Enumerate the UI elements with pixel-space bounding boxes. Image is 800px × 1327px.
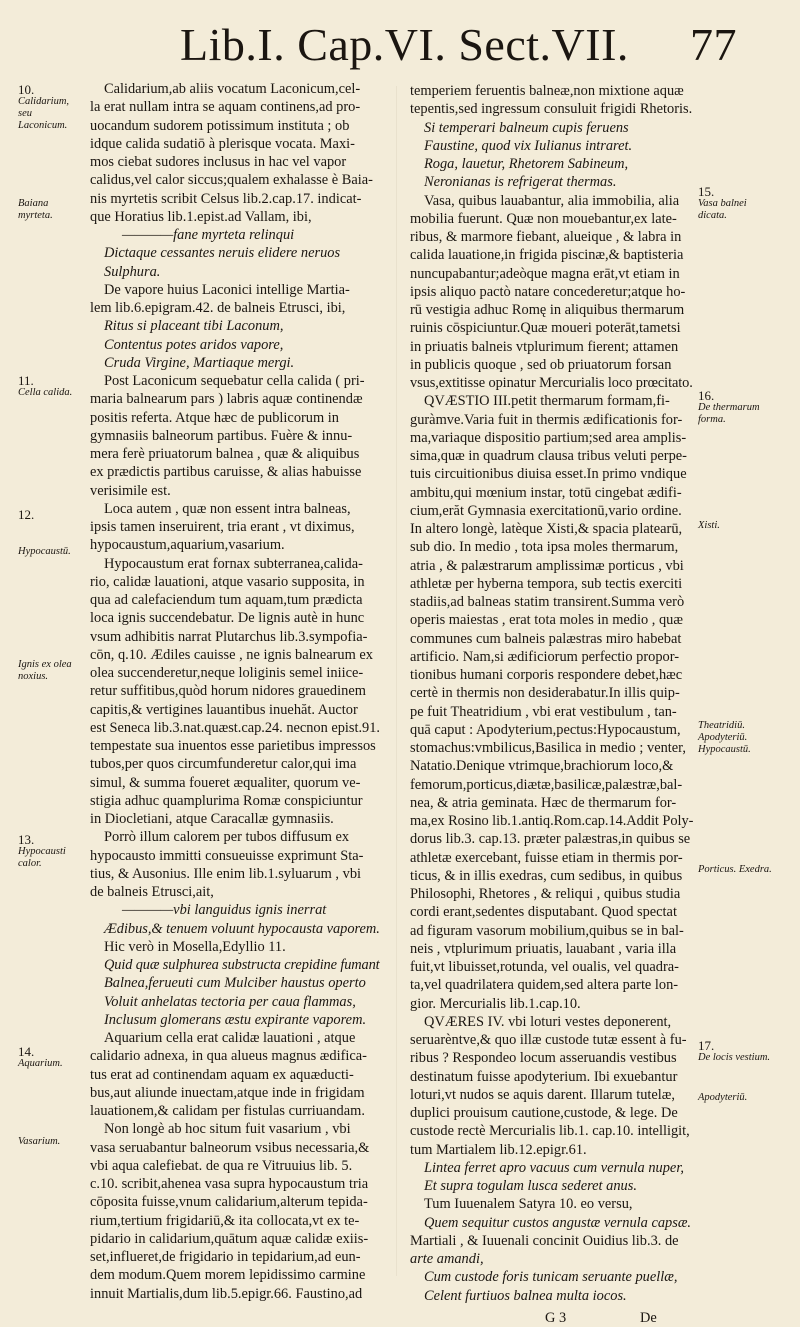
text-line: calida lauatione,in frigida piscinæ,& baptisteria — [410, 247, 684, 264]
text-line: Quem sequitur custos angustæ vernula capsæ. — [424, 1214, 692, 1231]
text-line: ribus ? Respondeo locum asseruandis vestibus — [410, 1050, 677, 1067]
text-line: Aquarium cella erat calidæ lauationi , atque — [104, 1030, 356, 1046]
text-line: Cum custode foris tunicam seruante puellæ, — [424, 1269, 678, 1286]
text-line: destinatum fuisse apodyterium. Ibi exuebantur — [410, 1068, 678, 1085]
text-line: Hypocaustum erat fornax subterranea,calida- — [104, 555, 363, 572]
text-line: fuit,vt libuisset,rotunda, vel oualis, vel quadra- — [410, 959, 679, 975]
margin-note-theatridium — [698, 720, 776, 756]
margin-text: Vasa balnei dicata. — [698, 198, 747, 221]
text-line: Et supra togulam lusca sederet anus. — [424, 1178, 637, 1194]
text-line: simul, & summa foueret æqualiter, quorum ve- — [90, 774, 361, 791]
text-line: Hic verò in Mosella,Edyllio 11. — [104, 938, 286, 955]
text-line: vasa seruabantur balneorum vsibus necessaria,& — [90, 1139, 370, 1156]
text-line: ex prædictis partibus caruisse, & alias habuisse — [90, 464, 362, 481]
margin-text: Aquarium. — [18, 1058, 63, 1069]
margin-text: Porticus. Exedra. — [698, 864, 772, 875]
text-line: cōposita fuisse,vnum calidarium,alterum tepida- — [90, 1194, 368, 1211]
text-line: hypocaustum,aquarium,vasarium. — [90, 537, 285, 554]
text-line: rio, calidæ lauationi, atque vasario supposita, in — [90, 573, 365, 590]
text-line: nis myrtetis scribit Celsus lib.2.cap.17. indicat- — [90, 190, 362, 207]
margin-text: Ignis ex olea noxius. — [18, 659, 72, 682]
text-line: ticus, & in illis exedras, cum sedibus, in quibus — [410, 867, 683, 884]
text-line: vbi aqua calefiebat. de qua re Vitruuius lib. 5. — [90, 1157, 353, 1174]
text-line: stomachus:vmbilicus,Basilica in medio ; venter, — [410, 740, 686, 756]
text-line: tius, & Ausonius. Ille enim lib.1.syluarum , vbi — [90, 865, 362, 882]
text-line: tempestate sua inuentos esse parietibus impressos — [90, 738, 376, 754]
text-line: tus erat ad continendam aquam ex aquæducti- — [90, 1066, 354, 1083]
text-line: la erat nullam intra se aquam continens,ad pro- — [90, 99, 361, 116]
margin-text: Hypocausti calor. — [18, 846, 66, 869]
text-line: ipsis aliquo pactò natare concederetur;atque ho- — [410, 283, 686, 300]
margin-note-17 — [698, 1040, 776, 1064]
margin-number: 17. — [698, 1038, 715, 1053]
text-line: set,influeret,de frigidario in tepidarium,ad eun- — [90, 1249, 361, 1265]
text-line: operis maiestas , erat tota moles in medio , quæ — [410, 612, 683, 629]
text-line: ambitu,qui mœnium instar, totū cingebat ædifi- — [410, 484, 682, 501]
text-line: temperiem feruentis balneæ,non mixtione aquæ — [410, 83, 684, 99]
text-line: dem modum.Quem morem lepidissimo carmine — [90, 1267, 366, 1284]
margin-note-ignis — [18, 659, 82, 683]
text-line: Vasa, quibus lauabantur, alia immobilia, alia — [424, 192, 680, 209]
text-line: quā caput : Apodyterium,pectus:Hypocaustum, — [410, 721, 681, 738]
text-line: Inclusum glomerans æstu expirante vaporem. — [104, 1011, 367, 1028]
text-line: loturi,vt nudos se aquis darent. Illarum tutelæ, — [410, 1086, 675, 1103]
text-line: Dictaque cessantes neruis elidere neruos — [104, 245, 341, 262]
margin-text: De thermarum forma. — [698, 402, 760, 425]
text-line: vsum adhibitis narrat Plutarchus lib.3.sympofia- — [90, 628, 368, 645]
text-line: neis , vtplurimum priuatis, lauabant , varia illa — [410, 940, 677, 957]
text-line: Faustine, quod vix Iulianus intraret. — [424, 137, 633, 154]
margin-text: Xisti. — [698, 520, 720, 531]
text-line: nuncupabantur;adeòque magna erāt,vt etiam in — [410, 265, 680, 282]
margin-note-11 — [18, 375, 82, 399]
text-line: ipsis tamen inseruirent, tria erant , vt diximus, — [90, 519, 355, 535]
text-line: loca ignis succendebatur. De lignis autè in hunc — [90, 610, 365, 627]
text-line: In altero longè, latèque Xisti,& spacia platearū, — [410, 521, 683, 537]
text-line: que Horatius lib.1.epist.ad Vallam, ibi, — [90, 208, 312, 225]
margin-text: De locis vestium. — [698, 1052, 771, 1063]
text-line: Balnea,ferueuti cum Mulciber haustus operto — [104, 975, 366, 992]
text-line: Cruda Virgine, Martiaque mergi. — [104, 354, 295, 371]
text-line: Natatio.Denique vtrimque,brachiorum loco,& — [410, 758, 674, 775]
margin-note-14 — [18, 1046, 82, 1070]
text-line: lauationem,& calidam per fistulas curriuandam. — [90, 1103, 365, 1119]
margin-number: 15. — [698, 184, 715, 199]
text-line: nea, & atria geminata. Hæc de thermarum for- — [410, 794, 677, 811]
margin-number: 10. — [18, 82, 35, 97]
gutter-shadow — [396, 86, 397, 1276]
text-line: Loca autem , quæ non essent intra balneas, — [104, 500, 351, 517]
text-line: maria balnearum pars ) labris aquæ continendæ — [90, 391, 363, 408]
text-line: custode rectè Mercurialis lib.1. cap.10. intelligit, — [410, 1123, 690, 1140]
margin-note-13 — [18, 834, 82, 870]
text-line: Contentus potes aridos vapore, — [104, 336, 284, 353]
text-line: tepentis,sed ingressum consuluit frigidi Rhetoris. — [410, 101, 693, 118]
text-line: rū vestigia adhuc Romę in aliquibus thermarum — [410, 302, 685, 318]
text-line: Voluit anhelatas tectoria per caua flammas, — [104, 993, 356, 1010]
margin-text: Calidarium, seu Laconicum. — [18, 96, 70, 131]
margin-number: 11. — [18, 373, 34, 388]
text-line: seruarèntve,& quo illæ custode tutæ essent à fu- — [410, 1032, 687, 1048]
margin-note-15 — [698, 186, 776, 222]
text-line: QVÆRES IV. vbi loturi vestes deponerent, — [424, 1013, 672, 1030]
text-line: duplici prouisum cautione,custode, & lege. De — [410, 1105, 678, 1121]
text-line: retur suffitibus,quòd horum nidores grauedinem — [90, 683, 366, 700]
text-line: ma,variaque dispositio partium;sed area amplis- — [410, 429, 687, 446]
text-line: gymnasiis balneorum partibus. Fuère & innu- — [90, 427, 353, 444]
left-text-column — [90, 80, 380, 1303]
text-line: c.10. scribit,ahenea vasa supra hypocaustum tria — [90, 1176, 369, 1192]
text-line: artificio. Nam,si ædificiorum perfectio propor- — [410, 648, 680, 665]
text-line: Tum Iuuenalem Satyra 10. eo versu, — [424, 1196, 633, 1213]
text-line: bus,aut aliunde inuectam,atque inde in frigidam — [90, 1084, 365, 1101]
header-title: Lib.I. Cap.VI. Sect.VII. — [180, 19, 629, 70]
margin-note-vasarium — [18, 1136, 82, 1148]
text-line: De vapore huius Laconici intellige Martia- — [104, 281, 350, 298]
text-line: uocandum sudorem potissimum instituta ; ob — [90, 117, 350, 134]
margin-text: Cella calida. — [18, 387, 73, 398]
text-line: in priuatis balneis vtplurimum fierent; attamen — [410, 338, 679, 355]
text-line: Philosophi, Rhetores , & reliqui , quibus studia — [410, 886, 681, 902]
text-line: stigia adhuc quamplurima Romæ conspiciuntur — [90, 792, 363, 809]
text-line: QVÆSTIO III.petit thermarum formam,fi- — [424, 393, 670, 410]
right-text-column — [410, 82, 693, 1305]
text-line: in Diocletiani, atque Caracallæ gymnasiis. — [90, 811, 334, 827]
margin-text: Hypocaustū. — [18, 546, 71, 557]
text-line: cium,erăt Gymnasia exercitationū,vario ordine. — [410, 502, 682, 519]
text-line: Post Laconicum sequebatur cella calida ( pri- — [104, 373, 365, 389]
text-line: athletæ exercebant, fuisse etiam in thermis por- — [410, 849, 683, 866]
margin-text: Baiana myrteta. — [18, 198, 53, 221]
text-line: ma,ex Rosino lib.1.antiq.Rom.cap.14.Addit Poly- — [410, 813, 693, 829]
margin-text: Vasarium. — [18, 1136, 61, 1147]
text-line: lem lib.6.epigram.42. de balneis Etrusci, ibi, — [90, 300, 346, 316]
text-line: mos ciebat sudores inclusus in hac vel vapor — [90, 154, 347, 170]
text-line: Roga, lauetur, Rhetorem Sabineum, — [424, 156, 629, 172]
text-line: femorum,porticus,diætæ,basilicæ,palæstræ,bal- — [410, 776, 683, 793]
margin-note-apodyterium — [698, 1092, 776, 1104]
text-line: pe fuit Theatridium , vbi erat vestibulum , tan- — [410, 703, 677, 720]
page-number: 77 — [690, 19, 737, 70]
text-line: Martiali , & Iuuenali concinit Ouidius lib.3. de — [410, 1232, 679, 1249]
catchword: De — [640, 1310, 657, 1326]
text-line: tuis circuitionibus diuisa esset.In primo vndique — [410, 466, 687, 483]
signature-mark: G 3 — [545, 1310, 567, 1326]
margin-note-12 — [18, 509, 82, 521]
text-line: communes cum balneis palæstras miro habebat — [410, 630, 682, 647]
margin-text: Apodyteriū. — [698, 1092, 748, 1103]
margin-number: 13. — [18, 832, 35, 847]
text-line: est Seneca lib.3.nat.quæst.cap.24. necnon epist.91. — [90, 719, 380, 736]
text-line: Calidarium,ab aliis vocatum Laconicum,cel- — [104, 81, 361, 97]
text-line: ruinis cōspiciuntur.Quæ moueri poterāt,tametsi — [410, 320, 681, 337]
text-line: verisimile est. — [90, 482, 171, 499]
margin-number: 16. — [698, 388, 715, 403]
text-line: sima,quæ in quadrum clausa tribus veluti perpe- — [410, 448, 687, 464]
text-line: positis referta. Atque hæc de publicorum in — [90, 409, 339, 426]
text-line: Si temperari balneum cupis feruens — [424, 119, 629, 136]
text-line: pidario in calidarium,quātum aquæ calidæ exiis- — [90, 1230, 369, 1247]
margin-number: 12. — [18, 507, 35, 522]
text-line: qua ad calefaciendum tum aquam,tum prædicta — [90, 592, 363, 608]
text-line: Ritus si placeant tibi Laconum, — [104, 318, 284, 335]
text-line: cordi erant,sedentes disputabant. Quod spectat — [410, 904, 677, 921]
text-line: ————fane myrteta relinqui — [122, 227, 295, 243]
text-line: gior. Mercurialis lib.1.cap.10. — [410, 995, 581, 1012]
text-line: de balneis Etrusci,ait, — [90, 884, 214, 900]
text-line: Celent furtiuos balnea multa iocos. — [424, 1287, 627, 1304]
text-line: in publicis quoque , sed ob priuatorum forsan — [410, 356, 672, 373]
text-line: dorus lib.3. cap.13. præter palæstras,in quibus se — [410, 831, 691, 848]
margin-number: 14. — [18, 1044, 35, 1059]
text-line: ad figuram vasorum mobilium,quibus se in bal- — [410, 922, 684, 939]
text-line: ribus, & marmore fiebant, alueique , & labra in — [410, 229, 682, 245]
text-line: atria , & palæstrarum amplissimæ porticus , vbi — [410, 557, 684, 574]
text-line: guràmve.Varia fuit in thermis ædificationis for- — [410, 411, 683, 428]
text-line: hypocausto immitti consueuisse exprimunt Sta- — [90, 847, 364, 864]
margin-note-xisti — [698, 520, 776, 532]
text-line: vsus,extitisse opinatur Mercurialis loco prœcitato. — [410, 375, 693, 391]
text-line: mobilia fuerunt. Quæ non mouebantur,ex late- — [410, 210, 677, 227]
text-line: capitis,& vertigines lauantibus inuehăt. Auctor — [90, 701, 358, 718]
margin-note-baiana — [18, 198, 82, 222]
text-line: cōn, q.10. Ædiles cauisse , ne ignis balnearum ex — [90, 646, 373, 663]
text-line: tubos,per quos circumfunderetur calor,qui ima — [90, 756, 357, 773]
text-line: Neronianas is refrigerat thermas. — [424, 174, 617, 191]
text-line: olea succenderetur,neque loliginis semel iniice- — [90, 665, 364, 681]
text-line: tionibus humani corporis respondere debet,hæc — [410, 667, 683, 683]
margin-note-16 — [698, 390, 776, 426]
text-line: mera ferè priuatorum balnea , quæ & aliquibus — [90, 446, 360, 462]
text-line: Quid quæ sulphurea substructa crepidine fumant — [104, 957, 380, 973]
text-line: arte amandi, — [410, 1251, 484, 1267]
text-line: stadiis,ad balneas statim transirent.Summa verò — [410, 594, 685, 610]
text-line: ta,vel quadrilatera quidem,sed altera parte lon- — [410, 977, 679, 994]
text-line: ————vbi languidus ignis inerrat — [122, 902, 327, 919]
text-line: rium,tertium frigidariū,& ita collocata,vt ex te- — [90, 1212, 360, 1229]
text-line: Non longè ab hoc situm fuit vasarium , vbi — [104, 1121, 351, 1138]
text-line: tum Martialem lib.12.epigr.61. — [410, 1141, 587, 1158]
text-line: Porrò illum calorem per tubos diffusum ex — [104, 829, 350, 846]
text-line: Sulphura. — [104, 263, 161, 280]
text-line: sub dio. In medio , tota ipsa moles thermarum, — [410, 539, 679, 556]
text-line: Lintea ferret apro vacuus cum vernula nuper, — [424, 1159, 684, 1176]
text-line: calidus,vel calor siccus;qualem exhalasse è Baia- — [90, 172, 373, 189]
text-line: innuit Martialis,dum lib.5.epigr.66. Faustino,ad — [90, 1285, 363, 1302]
margin-note-porticus — [698, 864, 776, 876]
running-header — [0, 18, 800, 74]
margin-note-hypocaustum — [18, 546, 82, 558]
text-line: Ædibus,& tenuem voluunt hypocausta vaporem. — [104, 920, 380, 937]
text-line: calidario adnexa, in qua alueus magnus ædifica- — [90, 1048, 367, 1065]
margin-text: Theatridiū. Apodyteriū. Hypocaustū. — [698, 720, 751, 755]
text-line: idque calida sudatiō à plerisque vocata. Maxi- — [90, 135, 355, 152]
text-line: certè in thermis non desiderabatur.In illis quip- — [410, 685, 680, 702]
margin-note-10 — [18, 84, 82, 132]
text-line: athletæ per hyberna tempora, sub tectis exerciti — [410, 575, 683, 592]
